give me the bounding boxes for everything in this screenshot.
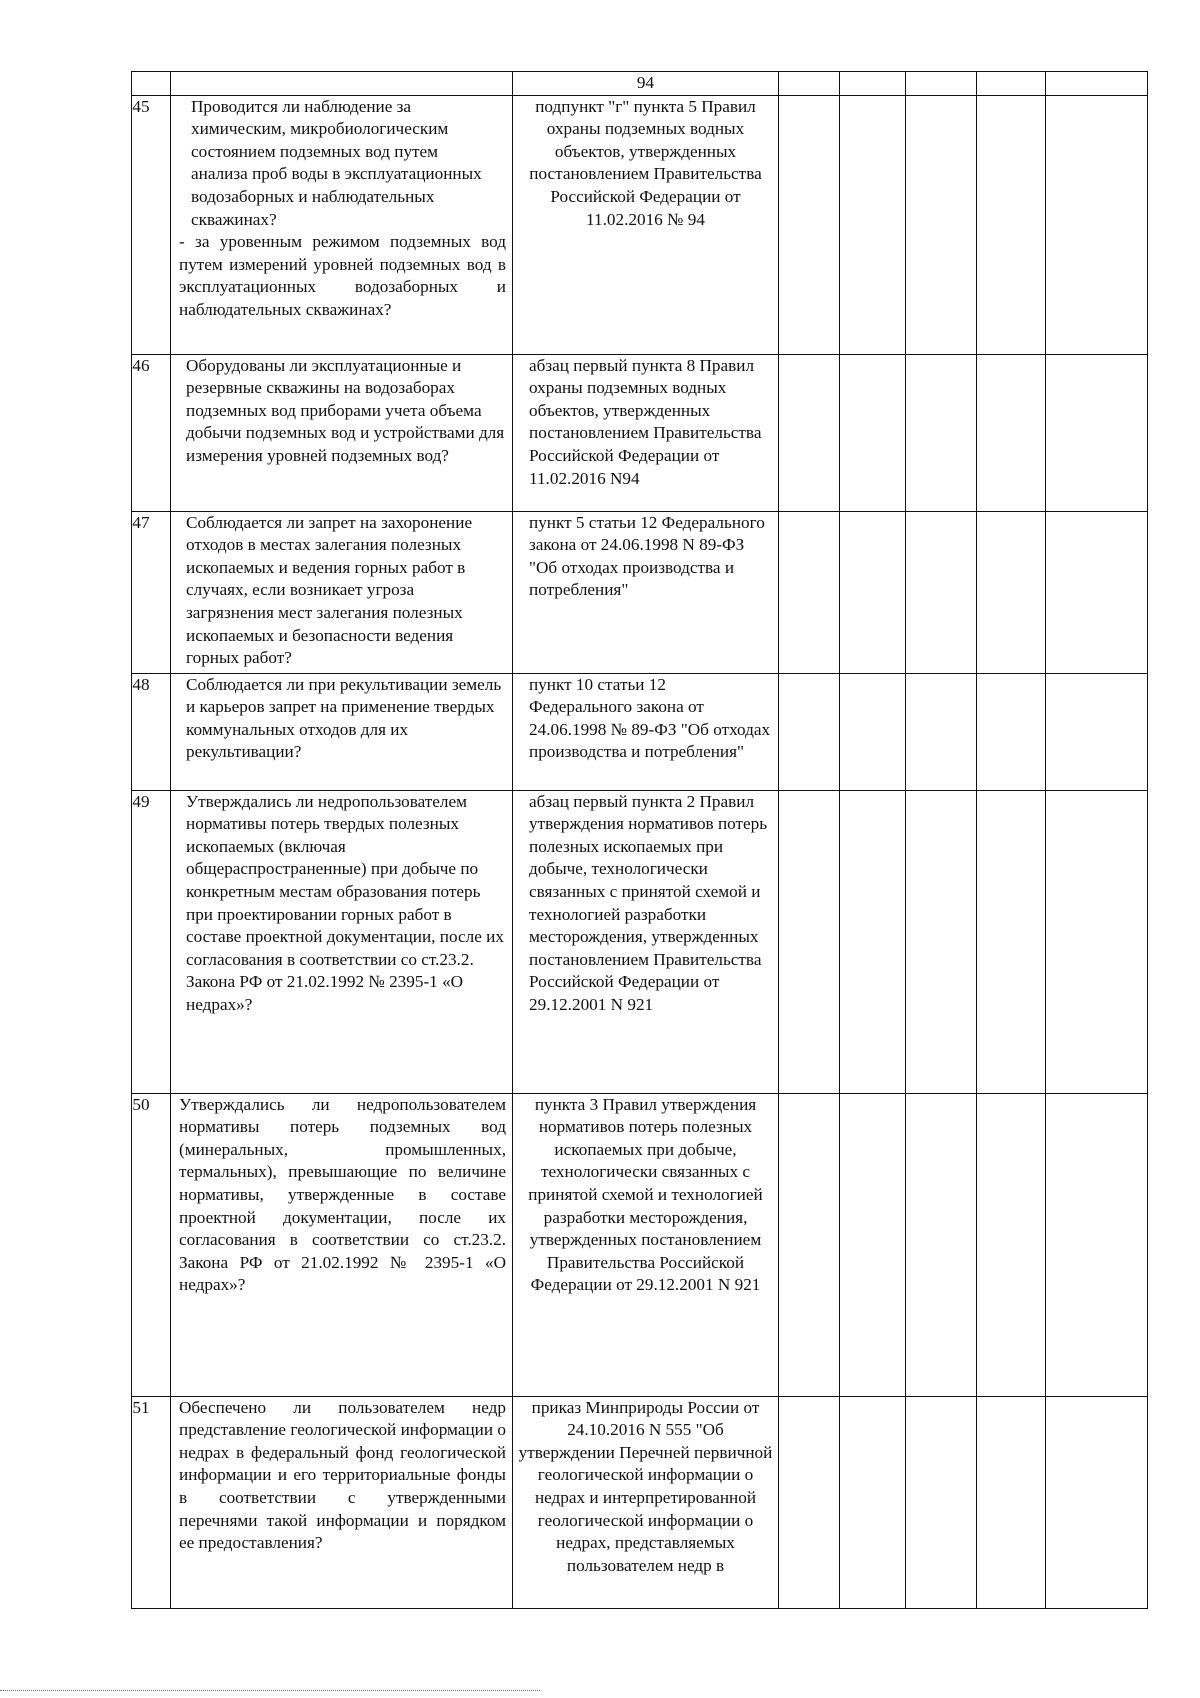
reference-cell: абзац первый пункта 8 Правил охраны подземных водных объектов, утвержденных постановлением Правительства Российской Федерации от 11.02.2016 N94	[513, 354, 779, 511]
empty-cell	[840, 790, 906, 1093]
question-extra-text: - за уровенным режимом подземных вод путем измерений уровней подземных вод в эксплуатационных водозаборных и наблюдательных скважинах?	[179, 232, 506, 319]
row-number: 47	[132, 511, 171, 673]
empty-cell	[1046, 511, 1148, 673]
question-cell: Утверждались ли недропользователем нормативы потерь подземных вод (минеральных, промышленных, термальных), превышающие по величине нормативы, утвержденные в составе проектной документации, после их согласования в соответствии со ст.23.2. Закона РФ от 21.02.1992 № 2395-1 «О недрах»?	[171, 1093, 513, 1396]
row-number: 46	[132, 354, 171, 511]
empty-cell	[906, 790, 977, 1093]
row-number: 50	[132, 1093, 171, 1396]
empty-cell	[906, 673, 977, 790]
row-number: 51	[132, 1396, 171, 1608]
table-row	[132, 511, 1148, 673]
reference-cell: 94	[513, 72, 779, 96]
empty-cell	[840, 673, 906, 790]
empty-cell	[906, 1093, 977, 1396]
question-cell: Соблюдается ли запрет на захоронение отходов в местах залегания полезных ископаемых и ведения горных работ в случаях, если возникает угроза загрязнения мест залегания полезных ископаемых и безопасности ведения горных работ?	[171, 511, 513, 673]
reference-cell: абзац первый пункта 2 Правил утверждения нормативов потерь полезных ископаемых при добыче, технологически связанных с принятой схемой и технологией разработки месторождения, утвержденных постановлением Правительства Российской Федерации от 29.12.2001 N 921	[513, 790, 779, 1093]
empty-cell	[840, 72, 906, 96]
question-cell: Утверждались ли недропользователем нормативы потерь твердых полезных ископаемых (включая общераспространенные) при добыче по конкретным местам образования потерь при проектировании горных работ в составе проектной документации, после их согласования в соответствии со ст.23.2. Закона РФ от 21.02.1992 № 2395-1 «О недрах»?	[171, 790, 513, 1093]
reference-cell: пункт 10 статьи 12 Федерального закона от 24.06.1998 № 89-ФЗ "Об отходах производства и потребления"	[513, 673, 779, 790]
empty-cell	[977, 354, 1046, 511]
reference-cell: подпункт "г" пункта 5 Правил охраны подземных водных объектов, утвержденных постановлением Правительства Российской Федерации от 11.02.2016 № 94	[513, 95, 779, 354]
table-row	[132, 1396, 1148, 1608]
empty-cell	[779, 790, 840, 1093]
checklist-table	[131, 71, 1148, 1609]
empty-cell	[1046, 673, 1148, 790]
empty-cell	[840, 511, 906, 673]
empty-cell	[1046, 72, 1148, 96]
empty-cell	[977, 1396, 1046, 1608]
empty-cell	[906, 511, 977, 673]
table-row	[132, 95, 1148, 354]
empty-cell	[840, 1396, 906, 1608]
table-row	[132, 790, 1148, 1093]
reference-cell: пункта 3 Правил утверждения нормативов потерь полезных ископаемых при добыче, технологически связанных с принятой схемой и технологией разработки месторождения, утвержденных постановлением Правительства Российской Федерации от 29.12.2001 N 921	[513, 1093, 779, 1396]
empty-cell	[977, 72, 1046, 96]
table-row	[132, 1093, 1148, 1396]
empty-cell	[779, 1396, 840, 1608]
reference-cell: пункт 5 статьи 12 Федерального закона от 24.06.1998 N 89-ФЗ "Об отходах производства и потребления"	[513, 511, 779, 673]
empty-cell	[1046, 1093, 1148, 1396]
question-text: Проводится ли наблюдение за химическим, микробиологическим состоянием подземных вод путем анализа проб воды в эксплуатационных водозаборных и наблюдательных скважинах?	[191, 96, 482, 229]
table-row	[132, 72, 1148, 96]
empty-cell	[906, 354, 977, 511]
empty-cell	[977, 1093, 1046, 1396]
reference-cell: приказ Минприроды России от 24.10.2016 N 555 "Об утверждении Перечней первичной геологической информации о недрах и интерпретированной геологической информации о недрах, представляемых пользователем недр в	[513, 1396, 779, 1608]
row-number: 49	[132, 790, 171, 1093]
question-cell: Обеспечено ли пользователем недр представление геологической информации о недрах в федеральный фонд геологической информации и его территориальные фонды в соответствии с утвержденными перечнями такой информации и порядком ее предоставления?	[171, 1396, 513, 1608]
row-number: 48	[132, 673, 171, 790]
empty-cell	[977, 790, 1046, 1093]
row-number: 45	[132, 95, 171, 354]
empty-cell	[906, 1396, 977, 1608]
empty-cell	[1046, 354, 1148, 511]
empty-cell	[840, 95, 906, 354]
empty-cell	[906, 95, 977, 354]
question-cell: Оборудованы ли эксплуатационные и резервные скважины на водозаборах подземных вод приборами учета объема добычи подземных вод и устройствами для измерения уровней подземных вод?	[171, 354, 513, 511]
question-cell	[171, 95, 513, 354]
scan-edge-line	[0, 1690, 540, 1691]
empty-cell	[779, 673, 840, 790]
table-row	[132, 673, 1148, 790]
empty-cell	[1046, 1396, 1148, 1608]
empty-cell	[840, 354, 906, 511]
empty-cell	[977, 511, 1046, 673]
empty-cell	[779, 1093, 840, 1396]
question-cell: Соблюдается ли при рекультивации земель и карьеров запрет на применение твердых коммунальных отходов для их рекультивации?	[171, 673, 513, 790]
empty-cell	[977, 95, 1046, 354]
row-number	[132, 72, 171, 96]
empty-cell	[1046, 95, 1148, 354]
empty-cell	[906, 72, 977, 96]
empty-cell	[779, 354, 840, 511]
empty-cell	[779, 95, 840, 354]
empty-cell	[1046, 790, 1148, 1093]
table-row	[132, 354, 1148, 511]
empty-cell	[779, 72, 840, 96]
empty-cell	[779, 511, 840, 673]
empty-cell	[977, 673, 1046, 790]
question-cell	[171, 72, 513, 96]
empty-cell	[840, 1093, 906, 1396]
